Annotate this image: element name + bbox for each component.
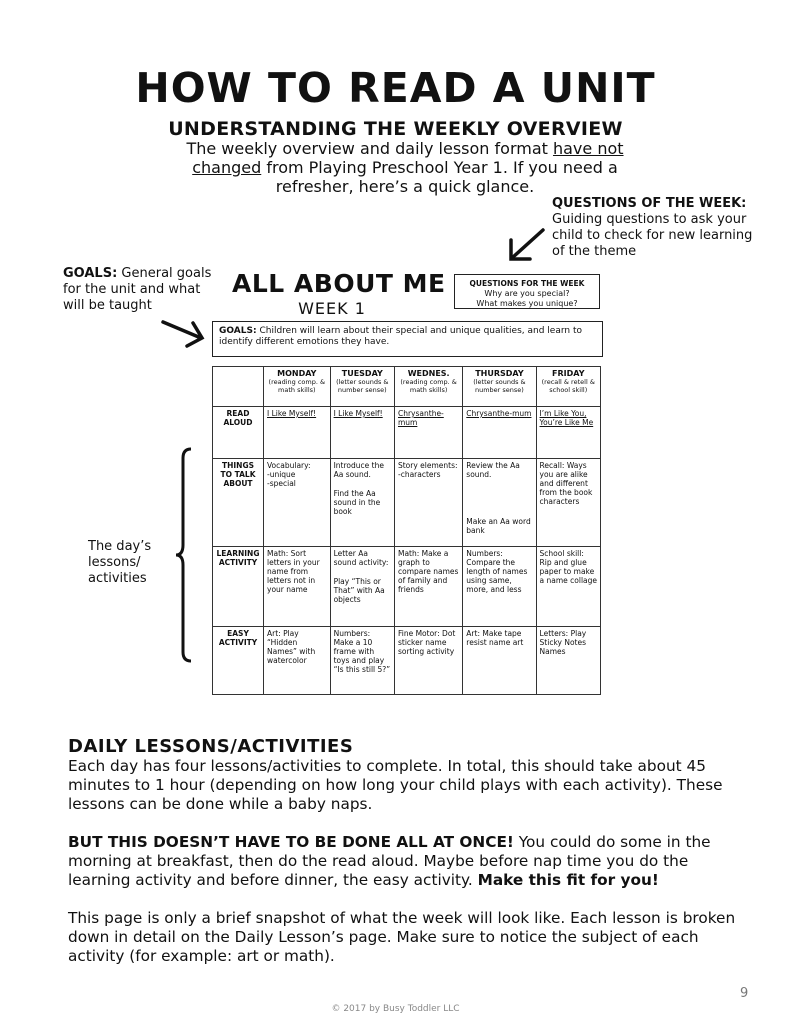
cell-text: Play “This or That” with Aa objects (333, 577, 385, 604)
table-row-read-aloud (213, 407, 601, 459)
table-cell (394, 547, 462, 627)
table-header-row (213, 367, 601, 407)
day-subtitle: (recall & retell & school skill) (541, 378, 595, 394)
cell-text: Review the Aa sound. (466, 461, 520, 479)
table-corner-cell (213, 367, 264, 407)
day-name: TUESDAY (341, 369, 383, 378)
question-item: Why are you special? (484, 289, 570, 298)
table-row-things-to-talk-about (213, 459, 601, 547)
goals-box-text: Children will learn about their special and unique qualities, and learn to identify different emotions they have. (219, 326, 582, 347)
table-cell (264, 627, 331, 695)
table-row-learning-activity (213, 547, 601, 627)
cell-text: Vocabulary: (267, 461, 311, 470)
cell-text: Recall: Ways you are alike and different from the book characters (539, 461, 593, 506)
table-cell (394, 407, 462, 459)
right-arrow-icon (163, 322, 202, 346)
page-number: 9 (740, 986, 749, 1001)
table-cell (536, 407, 600, 459)
book-title: I Like Myself! (333, 409, 383, 418)
cell-text: Story elements: (397, 461, 458, 470)
cell-text: -unique (267, 470, 296, 479)
table-row-easy-activity (213, 627, 601, 695)
table-cell (264, 459, 331, 547)
day-name: MONDAY (277, 369, 317, 378)
day-subtitle: (letter sounds & number sense) (336, 378, 389, 394)
table-cell (463, 547, 536, 627)
intro-part-1: The weekly overview and daily lesson format (186, 139, 553, 158)
cell-text: Math: Make a graph to compare names of family and friends (397, 549, 459, 594)
daily-paragraph-3: This page is only a brief snapshot of what the week will look like. Each lesson is broken down in detail on the Daily Lesson’s page. Make sure to notice the subject of each activity (for example: art or math). (68, 909, 736, 965)
copyright-footer: © 2017 by Busy Toddler LLC (331, 1004, 460, 1014)
page-subtitle: UNDERSTANDING THE WEEKLY OVERVIEW (168, 118, 623, 140)
down-left-arrow-icon (511, 230, 543, 259)
daily-paragraph-1: Each day has four lessons/activities to complete. In total, this should take about 45 minutes to 1 hour (depending on how long your child plays with each activity). These lessons can be done while a baby naps. (68, 757, 723, 813)
cell-text: -special (267, 479, 296, 488)
daily-paragraph-2-bold: BUT THIS DOESN’T HAVE TO BE DONE ALL AT ONCE! (68, 833, 514, 851)
table-cell (536, 627, 600, 695)
table-cell (330, 547, 394, 627)
intro-part-2: from Playing Preschool Year 1. If you need a refresher, here’s a quick glance. (261, 158, 618, 196)
daily-paragraph-2-text: You could do some in the morning at breakfast, then do the read aloud. Maybe before nap time you do the learning activity and before dinner, the easy activity. (68, 833, 711, 889)
brace-icon (176, 449, 191, 661)
questions-box (454, 274, 600, 309)
day-subtitle: (reading comp. & math skills) (268, 378, 326, 394)
table-cell (330, 407, 394, 459)
book-title: I’m Like You, You’re Like Me (539, 409, 594, 427)
cell-text: Letters: Play Sticky Notes Names (539, 629, 587, 656)
book-title: I Like Myself! (267, 409, 317, 418)
daily-lessons-heading: DAILY LESSONS/ACTIVITIES (68, 736, 354, 757)
book-title: Chrysanthe-mum (397, 409, 444, 427)
cell-text: Math: Sort letters in your name from letters not in your name (267, 549, 320, 594)
day-header (536, 367, 600, 407)
row-label: THINGS TO TALK ABOUT (213, 459, 264, 547)
table-cell (330, 459, 394, 547)
questions-annotation-text: Guiding questions to ask your child to check for new learning of the theme (552, 212, 753, 259)
goals-box (212, 321, 603, 357)
book-title: Chrysanthe-mum (466, 409, 532, 418)
goals-box-label: GOALS: (219, 326, 257, 336)
cell-text: Fine Motor: Dot sticker name sorting activity (397, 629, 456, 656)
table-cell (394, 459, 462, 547)
table-cell (463, 459, 536, 547)
day-name: FRIDAY (552, 369, 585, 378)
day-header (394, 367, 462, 407)
table-cell (536, 459, 600, 547)
questions-box-heading: QUESTIONS FOR THE WEEK (469, 279, 585, 288)
cell-text: Art: Play “Hidden Names” with watercolor (267, 629, 316, 665)
daily-paragraph-2 (68, 833, 748, 890)
day-name: WEDNES. (407, 369, 450, 378)
intro-underlined: have not changed (192, 139, 624, 177)
cell-text: Make an Aa word bank (466, 517, 531, 535)
table-cell (394, 627, 462, 695)
days-annotation: The day’s lessons/ activities (88, 539, 152, 586)
cell-text: Find the Aa sound in the book (333, 489, 381, 516)
day-subtitle: (letter sounds & number sense) (473, 378, 526, 394)
table-cell (463, 407, 536, 459)
goals-annotation-text: General goals for the unit and what will be taught (63, 266, 212, 313)
daily-paragraph-2-bold-end: Make this fit for you! (477, 871, 659, 889)
cell-text: Letter Aa sound activity: (333, 549, 389, 567)
row-label: READ ALOUD (213, 407, 264, 459)
goals-annotation-heading: GOALS: (63, 266, 118, 281)
row-label: EASY ACTIVITY (213, 627, 264, 695)
week-label: WEEK 1 (298, 299, 366, 318)
cell-text: Numbers: Compare the length of names using same, more, and less (466, 549, 528, 594)
day-header (330, 367, 394, 407)
cell-text: Introduce the Aa sound. (333, 461, 384, 479)
cell-text: Art: Make tape resist name art (466, 629, 524, 647)
unit-title: ALL ABOUT ME (232, 269, 446, 298)
table-cell (463, 627, 536, 695)
cell-text: -characters (397, 470, 441, 479)
page-title: HOW TO READ A UNIT (135, 64, 656, 112)
cell-text: Numbers: Make a 10 frame with toys and play “Is this still 5?” (333, 629, 391, 674)
cell-text: School skill: Rip and glue paper to make a name collage (539, 549, 598, 585)
table-cell (536, 547, 600, 627)
day-name: THURSDAY (475, 369, 524, 378)
daily-lessons-body (68, 757, 748, 985)
question-item: What makes you unique? (476, 299, 578, 308)
questions-annotation-heading: QUESTIONS OF THE WEEK: (552, 196, 747, 211)
weekly-overview-table (212, 366, 601, 695)
table-cell (330, 627, 394, 695)
table-cell (264, 407, 331, 459)
row-label: LEARNING ACTIVITY (213, 547, 264, 627)
day-subtitle: (reading comp. & math skills) (400, 378, 457, 394)
day-header (264, 367, 331, 407)
table-cell (264, 547, 331, 627)
day-header (463, 367, 536, 407)
